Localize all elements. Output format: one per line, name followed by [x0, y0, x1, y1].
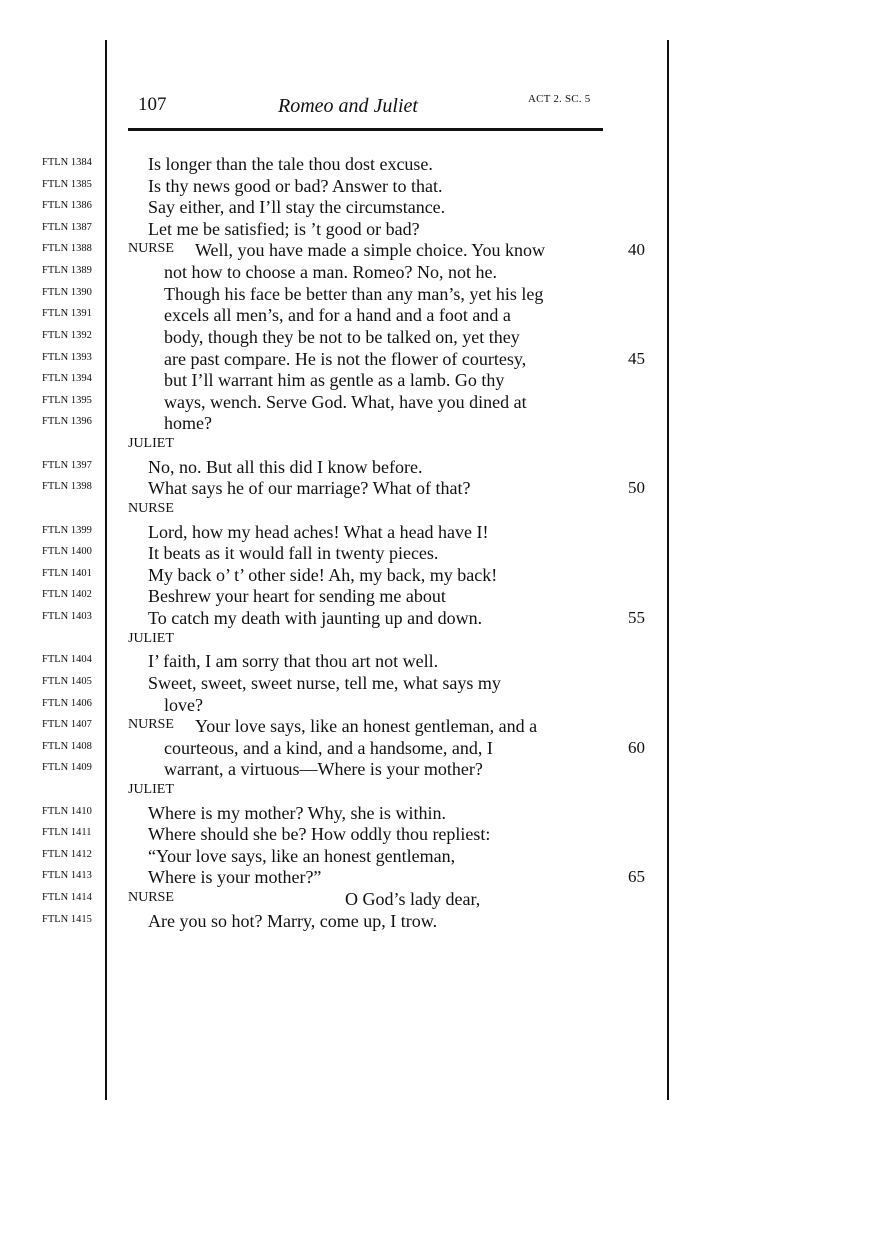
script-line	[0, 218, 880, 240]
ftln-number: FTLN 1390	[42, 286, 92, 298]
ftln-number: FTLN 1384	[42, 157, 92, 168]
line-number: 65	[628, 867, 645, 887]
script-line	[0, 304, 880, 326]
speaker-name: NURSE	[128, 717, 174, 733]
ftln-number: FTLN 1396	[42, 416, 92, 428]
ftln-number: FTLN 1395	[42, 394, 92, 406]
script-line	[0, 456, 880, 478]
dialogue-text: It beats as it would fall in twenty pieces.	[148, 543, 439, 564]
dialogue-text: Sweet, sweet, sweet nurse, tell me, what says my	[148, 672, 501, 693]
dialogue-text: Beshrew your heart for sending me about	[148, 586, 446, 607]
script-line	[0, 412, 880, 434]
line-number: 40	[628, 240, 645, 260]
ftln-number: FTLN 1415	[42, 913, 92, 925]
script-line	[0, 348, 880, 370]
ftln-number: FTLN 1389	[42, 265, 92, 277]
script-line	[0, 737, 880, 759]
script-line	[0, 196, 880, 218]
speaker-name: NURSE	[128, 890, 174, 906]
script-line	[0, 910, 880, 932]
page-number: 107	[138, 94, 167, 115]
dialogue-text: not how to choose a man. Romeo? No, not he.	[164, 262, 497, 283]
speaker-name: JULIET	[128, 436, 174, 452]
dialogue-text: ways, wench. Serve God. What, have you dined at	[164, 391, 527, 412]
script-line	[0, 715, 880, 737]
ftln-number: FTLN 1400	[42, 546, 92, 558]
ftln-number: FTLN 1404	[42, 654, 92, 666]
script-line	[0, 629, 880, 651]
ftln-number: FTLN 1398	[42, 481, 92, 493]
dialogue-text: Well, you have made a simple choice. You know	[195, 240, 545, 261]
line-number: 60	[628, 737, 645, 757]
script-line	[0, 153, 880, 175]
script-line	[0, 866, 880, 888]
dialogue-text: Where is your mother?”	[148, 867, 322, 888]
script-line	[0, 585, 880, 607]
dialogue-text: Are you so hot? Marry, come up, I trow.	[148, 910, 438, 931]
script-line	[0, 369, 880, 391]
dialogue-text: Is longer than the tale thou dost excuse.	[148, 154, 433, 174]
ftln-number: FTLN 1412	[42, 848, 92, 860]
script-line	[0, 758, 880, 780]
act-scene-label: ACT 2. SC. 5	[528, 93, 591, 105]
line-number: 55	[628, 608, 645, 628]
dialogue-text: warrant, a virtuous—Where is your mother?	[164, 759, 483, 780]
script-line	[0, 845, 880, 867]
ftln-number: FTLN 1413	[42, 870, 92, 882]
ftln-number: FTLN 1386	[42, 200, 92, 212]
ftln-number: FTLN 1409	[42, 762, 92, 774]
play-title: Romeo and Juliet	[278, 95, 418, 117]
script-line	[0, 780, 880, 802]
speaker-name: JULIET	[128, 630, 174, 646]
script-line	[0, 564, 880, 586]
dialogue-text: Your love says, like an honest gentleman, and a	[195, 716, 538, 737]
ftln-number: FTLN 1388	[42, 243, 92, 255]
ftln-number: FTLN 1403	[42, 611, 92, 623]
ftln-number: FTLN 1411	[42, 827, 92, 839]
script-line	[0, 694, 880, 716]
dialogue-text: excels all men’s, and for a hand and a foot and a	[164, 305, 511, 326]
dialogue-text: Lord, how my head aches! What a head have I!	[148, 521, 489, 542]
script-line	[0, 175, 880, 197]
line-number: 45	[628, 348, 645, 368]
script-line	[0, 823, 880, 845]
dialogue-text: Say either, and I’ll stay the circumstance.	[148, 197, 446, 218]
script-line	[0, 283, 880, 305]
dialogue-text: home?	[164, 413, 212, 434]
dialogue-text: Let me be satisfied; is ’t good or bad?	[148, 218, 420, 239]
dialogue-text: Where is my mother? Why, she is within.	[148, 802, 446, 823]
ftln-number: FTLN 1407	[42, 719, 92, 731]
dialogue-text: but I’ll warrant him as gentle as a lamb. Go thy	[164, 370, 505, 391]
ftln-number: FTLN 1391	[42, 308, 92, 320]
speaker-name: JULIET	[128, 781, 174, 797]
dialogue-text: courteous, and a kind, and a handsome, and, I	[164, 737, 493, 758]
speaker-name: NURSE	[128, 500, 174, 516]
ftln-number: FTLN 1402	[42, 589, 92, 601]
ftln-number: FTLN 1385	[42, 178, 92, 190]
dialogue-text: To catch my death with jaunting up and down.	[148, 608, 483, 629]
dialogue-text: No, no. But all this did I know before.	[148, 456, 423, 477]
ftln-number: FTLN 1399	[42, 524, 92, 536]
dialogue-text: love?	[164, 694, 203, 715]
ftln-number: FTLN 1401	[42, 567, 92, 579]
script-line	[0, 326, 880, 348]
script-line	[0, 261, 880, 283]
speaker-name: NURSE	[128, 241, 174, 257]
dialogue-text: My back o’ t’ other side! Ah, my back, my back!	[148, 564, 498, 585]
script-line	[0, 521, 880, 543]
ftln-number: FTLN 1406	[42, 697, 92, 709]
script-line	[0, 239, 880, 261]
line-number: 50	[628, 478, 645, 498]
dialogue-text: I’ faith, I am sorry that thou art not well.	[148, 651, 439, 672]
ftln-number: FTLN 1392	[42, 329, 92, 341]
dialogue-text: What says he of our marriage? What of that?	[148, 478, 471, 499]
script-line	[0, 434, 880, 456]
script-line	[0, 391, 880, 413]
ftln-number: FTLN 1393	[42, 351, 92, 363]
script-line	[0, 888, 880, 910]
dialogue-text: Though his face be better than any man’s, yet his leg	[164, 283, 544, 304]
dialogue-text: body, though they be not to be talked on, yet they	[164, 326, 520, 347]
script-line	[0, 672, 880, 694]
script-line	[0, 499, 880, 521]
dialogue-text: O God’s lady dear,	[345, 889, 481, 910]
ftln-number: FTLN 1397	[42, 459, 92, 471]
ftln-number: FTLN 1414	[42, 892, 92, 904]
dialogue-text: Is thy news good or bad? Answer to that.	[148, 175, 443, 196]
dialogue-text: “Your love says, like an honest gentleman,	[148, 845, 456, 866]
script-line	[0, 650, 880, 672]
script-line	[0, 477, 880, 499]
script-line	[0, 542, 880, 564]
header-rule	[128, 128, 603, 131]
ftln-number: FTLN 1408	[42, 740, 92, 752]
script-line	[0, 607, 880, 629]
ftln-number: FTLN 1410	[42, 805, 92, 817]
ftln-number: FTLN 1387	[42, 221, 92, 233]
dialogue-text: are past compare. He is not the flower of courtesy,	[164, 348, 527, 369]
dialogue-text: Where should she be? How oddly thou repliest:	[148, 824, 491, 845]
script-line	[0, 802, 880, 824]
ftln-number: FTLN 1394	[42, 373, 92, 385]
ftln-number: FTLN 1405	[42, 675, 92, 687]
